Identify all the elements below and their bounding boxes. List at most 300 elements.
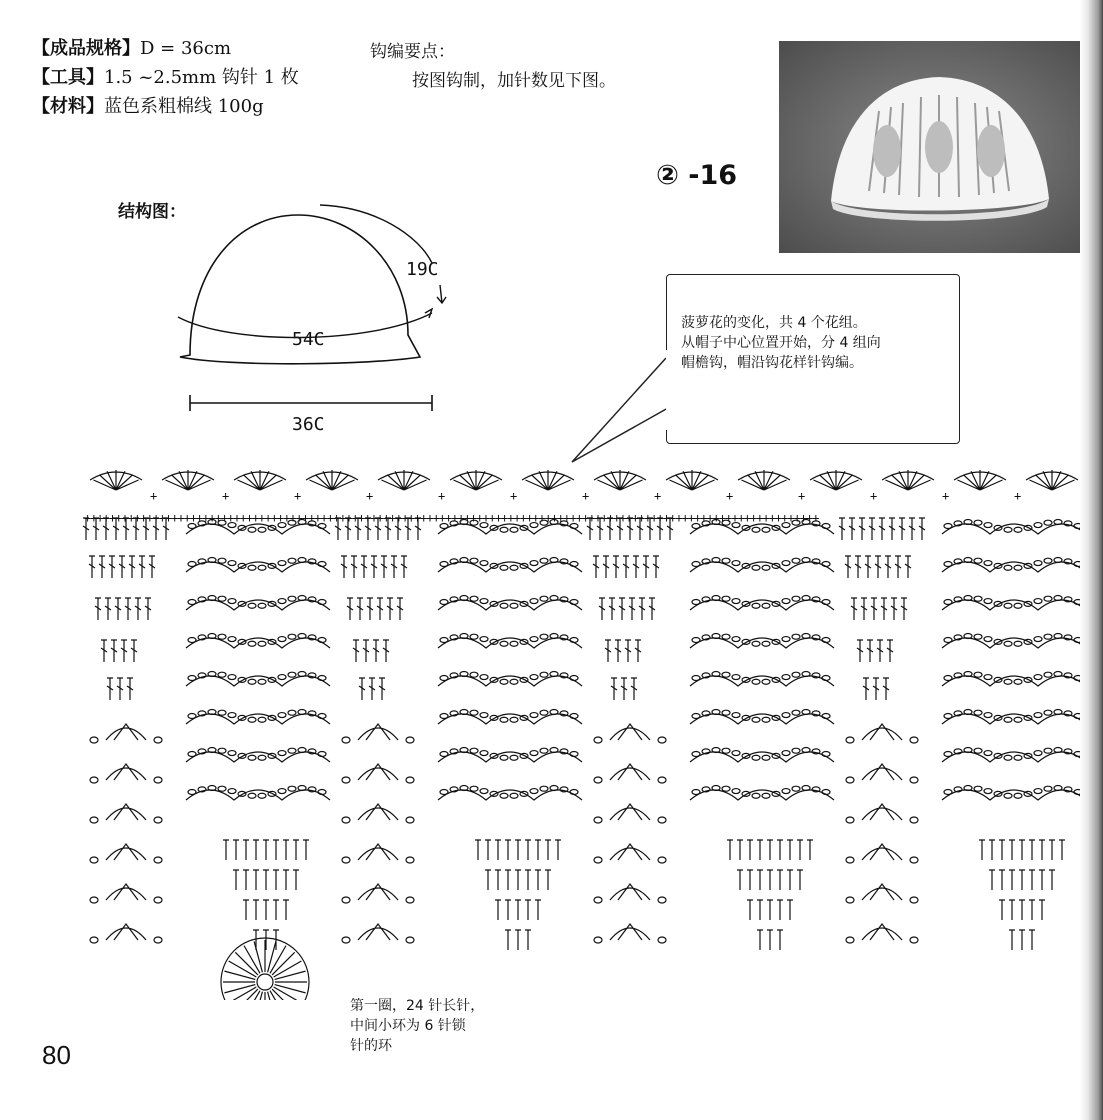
- dc-stitch: [485, 840, 491, 860]
- dc-stitch: [275, 985, 306, 993]
- chain-stitch: [594, 817, 602, 823]
- pineapple-stitch: [358, 924, 398, 940]
- dc-stitch: [639, 598, 645, 620]
- chain-stitch: [846, 897, 854, 903]
- chain-stitch: [500, 603, 508, 608]
- dc-stitch: [107, 678, 113, 700]
- chain-stitch: [188, 638, 196, 643]
- dc-stitch: [757, 870, 763, 890]
- chain-stitch: [406, 857, 414, 863]
- chain-stitch: [658, 777, 666, 783]
- chain-stitch: [540, 558, 548, 563]
- dc-stitch: [515, 900, 521, 920]
- dc-stitch: [999, 870, 1005, 890]
- chain-stitch: [974, 748, 982, 753]
- chain-stitch: [1034, 789, 1042, 794]
- chain-stitch: [792, 786, 800, 791]
- dc-stitch: [1029, 870, 1035, 890]
- chain-stitch: [530, 751, 538, 756]
- chain-stitch: [782, 599, 790, 604]
- chain-stitch: [154, 817, 162, 823]
- dc-stitch: [223, 840, 229, 860]
- chain-stitch: [692, 752, 700, 757]
- dc-stitch: [653, 556, 659, 578]
- chain-stitch: [258, 641, 266, 646]
- callout-box: [666, 274, 960, 444]
- dc-stitch: [757, 930, 763, 950]
- chain-stitch: [188, 676, 196, 681]
- dc-stitch: [875, 556, 881, 578]
- dc-stitch: [505, 840, 511, 860]
- chain-stitch: [944, 562, 952, 567]
- chain-stitch: [500, 755, 508, 760]
- chain-stitch: [188, 752, 196, 757]
- spec-tool-label: 【工具】: [32, 67, 104, 88]
- dc-stitch: [989, 840, 995, 860]
- chain-stitch: [278, 599, 286, 604]
- chain-stitch: [984, 599, 992, 604]
- chain-stitch: [944, 638, 952, 643]
- dc-stitch: [737, 870, 743, 890]
- chain-stitch: [1034, 523, 1042, 528]
- dc-stitch: [889, 518, 895, 540]
- chain-stitch: [752, 717, 760, 722]
- dc-stitch: [1049, 870, 1055, 890]
- chain-stitch: [822, 676, 830, 681]
- dc-stitch: [263, 900, 269, 920]
- dc-stitch: [525, 870, 531, 890]
- pineapple-stitch: [358, 724, 398, 740]
- chain-stitch: [440, 638, 448, 643]
- chain-stitch: [440, 562, 448, 567]
- chain-stitch: [540, 596, 548, 601]
- chain-stitch: [732, 789, 740, 794]
- dc-stitch: [115, 598, 121, 620]
- dc-stitch: [253, 840, 259, 860]
- spec-size: [32, 34, 299, 63]
- callout-pointer: [560, 350, 680, 470]
- chain-stitch: [822, 600, 830, 605]
- chain-stitch: [822, 714, 830, 719]
- chain-stitch: [1044, 634, 1052, 639]
- chain-stitch: [1004, 793, 1012, 798]
- dc-stitch: [357, 598, 363, 620]
- chain-stitch: [944, 676, 952, 681]
- chain-stitch: [1044, 596, 1052, 601]
- chain-stitch: [1014, 717, 1022, 722]
- dc-stitch: [273, 840, 279, 860]
- chain-stitch: [570, 790, 578, 795]
- chain-stitch: [658, 857, 666, 863]
- dc-stitch: [127, 678, 133, 700]
- chain-stitch: [154, 897, 162, 903]
- dc-stitch: [881, 598, 887, 620]
- chain-stitch: [792, 634, 800, 639]
- pineapple-stitch: [106, 844, 146, 860]
- spec-tool-value: 1.5 ~2.5mm 钩针 1 枚: [104, 67, 299, 88]
- center-chain-ring: [257, 974, 273, 990]
- dc-stitch: [373, 640, 379, 662]
- dc-stitch: [233, 840, 239, 860]
- dc-stitch: [1049, 840, 1055, 860]
- chain-stitch: [792, 596, 800, 601]
- dc-stitch: [611, 678, 617, 700]
- chain-stitch: [822, 790, 830, 795]
- dc-stitch: [485, 870, 491, 890]
- dc-stitch: [777, 870, 783, 890]
- fan-stitch: [1026, 470, 1078, 490]
- fan-stitch: [594, 470, 646, 490]
- dc-stitch: [999, 900, 1005, 920]
- chain-stitch: [762, 679, 770, 684]
- dc-stitch: [1009, 870, 1015, 890]
- dc-stitch: [253, 900, 259, 920]
- chain-stitch: [218, 786, 226, 791]
- dc-stitch: [747, 900, 753, 920]
- chain-stitch: [974, 520, 982, 525]
- chain-stitch: [984, 637, 992, 642]
- chain-stitch: [540, 786, 548, 791]
- dc-stitch: [871, 598, 877, 620]
- dc-stitch: [905, 556, 911, 578]
- chain-stitch: [288, 558, 296, 563]
- chain-stitch: [288, 786, 296, 791]
- chain-stitch: [692, 562, 700, 567]
- dc-stitch: [361, 556, 367, 578]
- dc-stitch: [767, 900, 773, 920]
- chain-stitch: [248, 717, 256, 722]
- dc-stitch: [495, 900, 501, 920]
- chain-stitch: [530, 599, 538, 604]
- chain-stitch: [944, 600, 952, 605]
- chain-stitch: [846, 937, 854, 943]
- chain-stitch: [480, 751, 488, 756]
- pineapple-stitch: [106, 884, 146, 900]
- spec-size-label: 【成品规格】: [32, 38, 140, 59]
- dc-stitch: [767, 840, 773, 860]
- dc-stitch: [777, 840, 783, 860]
- chain-stitch: [1014, 755, 1022, 760]
- dc-stitch: [263, 930, 269, 950]
- fan-stitch: [738, 470, 790, 490]
- structure-diagram: [170, 185, 460, 445]
- chain-stitch: [944, 752, 952, 757]
- dc-stitch: [233, 870, 239, 890]
- chain-stitch: [318, 752, 326, 757]
- chain-stitch: [228, 789, 236, 794]
- dc-stitch: [979, 840, 985, 860]
- dc-stitch: [861, 598, 867, 620]
- fan-stitch: [522, 470, 574, 490]
- dc-stitch: [747, 870, 753, 890]
- dc-stitch: [767, 870, 773, 890]
- chain-stitch: [530, 561, 538, 566]
- dc-stitch: [877, 640, 883, 662]
- dc-stitch: [272, 989, 295, 1000]
- dc-stitch: [613, 556, 619, 578]
- chain-stitch: [594, 897, 602, 903]
- chain-stitch: [248, 641, 256, 646]
- chain-stitch: [570, 600, 578, 605]
- chain-stitch: [984, 523, 992, 528]
- fan-stitch: [666, 470, 718, 490]
- page-number: 80: [42, 1040, 71, 1070]
- dc-stitch: [635, 640, 641, 662]
- chain-stitch: [318, 676, 326, 681]
- chain-stitch: [440, 790, 448, 795]
- fan-stitch: [954, 470, 1006, 490]
- hat-photo: [779, 41, 1091, 253]
- chain-stitch: [90, 817, 98, 823]
- sc-stitch: +: [582, 489, 590, 503]
- page-binding-shadow: [1080, 0, 1103, 1120]
- chain-stitch: [1004, 679, 1012, 684]
- chain-stitch: [510, 527, 518, 532]
- dc-stitch: [495, 840, 501, 860]
- key-points-title: 钩编要点：: [370, 42, 455, 62]
- dc-stitch: [273, 900, 279, 920]
- chain-stitch: [974, 634, 982, 639]
- dc-stitch: [865, 556, 871, 578]
- dc-stitch: [605, 640, 611, 662]
- dc-stitch: [1029, 930, 1035, 950]
- dc-stitch: [1029, 840, 1035, 860]
- chain-stitch: [910, 897, 918, 903]
- dc-stitch: [105, 598, 111, 620]
- chain-stitch: [570, 676, 578, 681]
- dc-stitch: [397, 598, 403, 620]
- dc-stitch: [901, 598, 907, 620]
- dc-stitch: [883, 678, 889, 700]
- chain-stitch: [278, 675, 286, 680]
- dc-stitch: [243, 840, 249, 860]
- pineapple-stitch: [862, 924, 902, 940]
- chain-stitch: [90, 897, 98, 903]
- chain-stitch: [470, 672, 478, 677]
- dc-stitch: [849, 518, 855, 540]
- dc-stitch: [515, 870, 521, 890]
- dc-stitch: [351, 556, 357, 578]
- dc-stitch: [95, 598, 101, 620]
- chain-stitch: [530, 675, 538, 680]
- dc-stitch: [643, 556, 649, 578]
- chain-stitch: [822, 524, 830, 529]
- dc-stitch: [99, 556, 105, 578]
- chain-stitch: [318, 562, 326, 567]
- dc-stitch: [515, 930, 521, 950]
- dc-stitch: [387, 598, 393, 620]
- chain-stitch: [500, 527, 508, 532]
- dc-stitch: [615, 640, 621, 662]
- dc-stitch: [1039, 870, 1045, 890]
- dc-stitch: [235, 989, 258, 1000]
- chain-stitch: [510, 717, 518, 722]
- chain-stitch: [792, 710, 800, 715]
- fan-stitch: [450, 470, 502, 490]
- chain-stitch: [1044, 748, 1052, 753]
- dc-stitch: [263, 840, 269, 860]
- pineapple-stitch: [862, 724, 902, 740]
- chain-stitch: [944, 714, 952, 719]
- dc-stitch: [253, 870, 259, 890]
- dc-stitch: [887, 640, 893, 662]
- chain-stitch: [500, 717, 508, 722]
- chain-stitch: [342, 777, 350, 783]
- dc-stitch: [797, 840, 803, 860]
- sc-stitch: +: [222, 489, 230, 503]
- dc-stitch: [545, 840, 551, 860]
- dc-stitch: [379, 678, 385, 700]
- dc-stitch: [495, 870, 501, 890]
- chain-stitch: [480, 637, 488, 642]
- chain-stitch: [984, 675, 992, 680]
- dc-stitch: [347, 598, 353, 620]
- dc-stitch: [873, 678, 879, 700]
- chain-stitch: [500, 679, 508, 684]
- chain-stitch: [406, 897, 414, 903]
- dc-stitch: [1009, 930, 1015, 950]
- dc-stitch: [909, 518, 915, 540]
- chain-stitch: [470, 558, 478, 563]
- chain-stitch: [480, 713, 488, 718]
- dc-stitch: [633, 556, 639, 578]
- dc-stitch: [599, 598, 605, 620]
- dc-stitch: [525, 840, 531, 860]
- chain-stitch: [782, 675, 790, 680]
- dc-stitch: [869, 518, 875, 540]
- dc-stitch: [119, 556, 125, 578]
- spec-tool: [32, 63, 299, 92]
- dc-stitch: [989, 870, 995, 890]
- dc-stitch: [891, 598, 897, 620]
- chain-stitch: [732, 637, 740, 642]
- dc-stitch: [224, 985, 255, 993]
- dc-stitch: [787, 900, 793, 920]
- dc-stitch: [383, 640, 389, 662]
- chain-stitch: [1034, 751, 1042, 756]
- chain-stitch: [1004, 527, 1012, 532]
- chain-stitch: [1034, 675, 1042, 680]
- chain-stitch: [846, 777, 854, 783]
- dc-stitch: [863, 678, 869, 700]
- chain-stitch: [218, 672, 226, 677]
- depth-label: 19C: [406, 259, 439, 280]
- chain-stitch: [228, 713, 236, 718]
- chain-stitch: [1014, 641, 1022, 646]
- chain-stitch: [228, 637, 236, 642]
- chain-stitch: [722, 634, 730, 639]
- chain-stitch: [984, 789, 992, 794]
- dc-stitch: [885, 556, 891, 578]
- chain-stitch: [792, 748, 800, 753]
- dc-stitch: [851, 598, 857, 620]
- chain-stitch: [1014, 679, 1022, 684]
- callout-text: [681, 313, 881, 373]
- dc-stitch: [1019, 870, 1025, 890]
- dc-stitch: [139, 556, 145, 578]
- dc-stitch: [609, 598, 615, 620]
- chain-stitch: [278, 713, 286, 718]
- chain-stitch: [470, 596, 478, 601]
- sc-stitch: +: [726, 489, 734, 503]
- chain-stitch: [732, 675, 740, 680]
- chain-stitch: [1034, 599, 1042, 604]
- chain-stitch: [406, 777, 414, 783]
- dc-stitch: [631, 678, 637, 700]
- dc-stitch: [787, 840, 793, 860]
- center-note-line: 针的环: [350, 1038, 392, 1054]
- chain-stitch: [470, 748, 478, 753]
- chain-stitch: [342, 817, 350, 823]
- dc-stitch: [391, 556, 397, 578]
- dc-stitch: [283, 870, 289, 890]
- chain-stitch: [846, 817, 854, 823]
- chain-stitch: [258, 793, 266, 798]
- dc-stitch: [293, 840, 299, 860]
- dc-stitch: [757, 900, 763, 920]
- chain-stitch: [570, 714, 578, 719]
- pineapple-stitch: [610, 924, 650, 940]
- dc-stitch: [839, 518, 845, 540]
- chain-stitch: [658, 937, 666, 943]
- chain-stitch: [288, 634, 296, 639]
- chain-stitch: [188, 562, 196, 567]
- chain-stitch: [440, 600, 448, 605]
- chain-stitch: [342, 857, 350, 863]
- circumference-label: 54C: [292, 329, 325, 350]
- chain-stitch: [1044, 558, 1052, 563]
- dc-stitch: [855, 556, 861, 578]
- chain-stitch: [530, 789, 538, 794]
- pineapple-stitch: [358, 764, 398, 780]
- chain-stitch: [318, 790, 326, 795]
- chain-stitch: [822, 638, 830, 643]
- chain-stitch: [722, 786, 730, 791]
- chain-stitch: [762, 755, 770, 760]
- spec-size-value: D = 36cm: [140, 38, 232, 59]
- callout-line: 帽檐钩，帽沿钩花样针钩编。: [681, 355, 863, 371]
- dc-stitch: [505, 930, 511, 950]
- dc-stitch: [505, 870, 511, 890]
- fan-stitch: [882, 470, 934, 490]
- chain-stitch: [218, 634, 226, 639]
- chain-stitch: [1004, 641, 1012, 646]
- chain-stitch: [440, 752, 448, 757]
- chain-stitch: [318, 714, 326, 719]
- dc-stitch: [899, 518, 905, 540]
- chain-stitch: [406, 737, 414, 743]
- chain-stitch: [944, 524, 952, 529]
- sc-row: ++++++++++++++++++++++++++++++++++++++++++++++++++++++++++++++++++++++++++++++++++++++++++++++++++++++++++++++++++++++: [84, 511, 819, 525]
- chain-stitch: [594, 937, 602, 943]
- chain-stitch: [752, 793, 760, 798]
- dc-stitch: [535, 840, 541, 860]
- callout-line: 菠萝花的变化，共 4 个花组。: [681, 315, 867, 331]
- dc-stitch: [369, 678, 375, 700]
- chain-stitch: [540, 710, 548, 715]
- chain-stitch: [594, 737, 602, 743]
- chain-stitch: [406, 817, 414, 823]
- chain-stitch: [278, 789, 286, 794]
- dc-stitch: [268, 941, 276, 972]
- chain-stitch: [1034, 637, 1042, 642]
- chain-stitch: [692, 714, 700, 719]
- dc-stitch: [737, 840, 743, 860]
- chain-stitch: [248, 565, 256, 570]
- sc-stitch: +: [510, 489, 518, 503]
- chain-stitch: [910, 937, 918, 943]
- chain-stitch: [910, 817, 918, 823]
